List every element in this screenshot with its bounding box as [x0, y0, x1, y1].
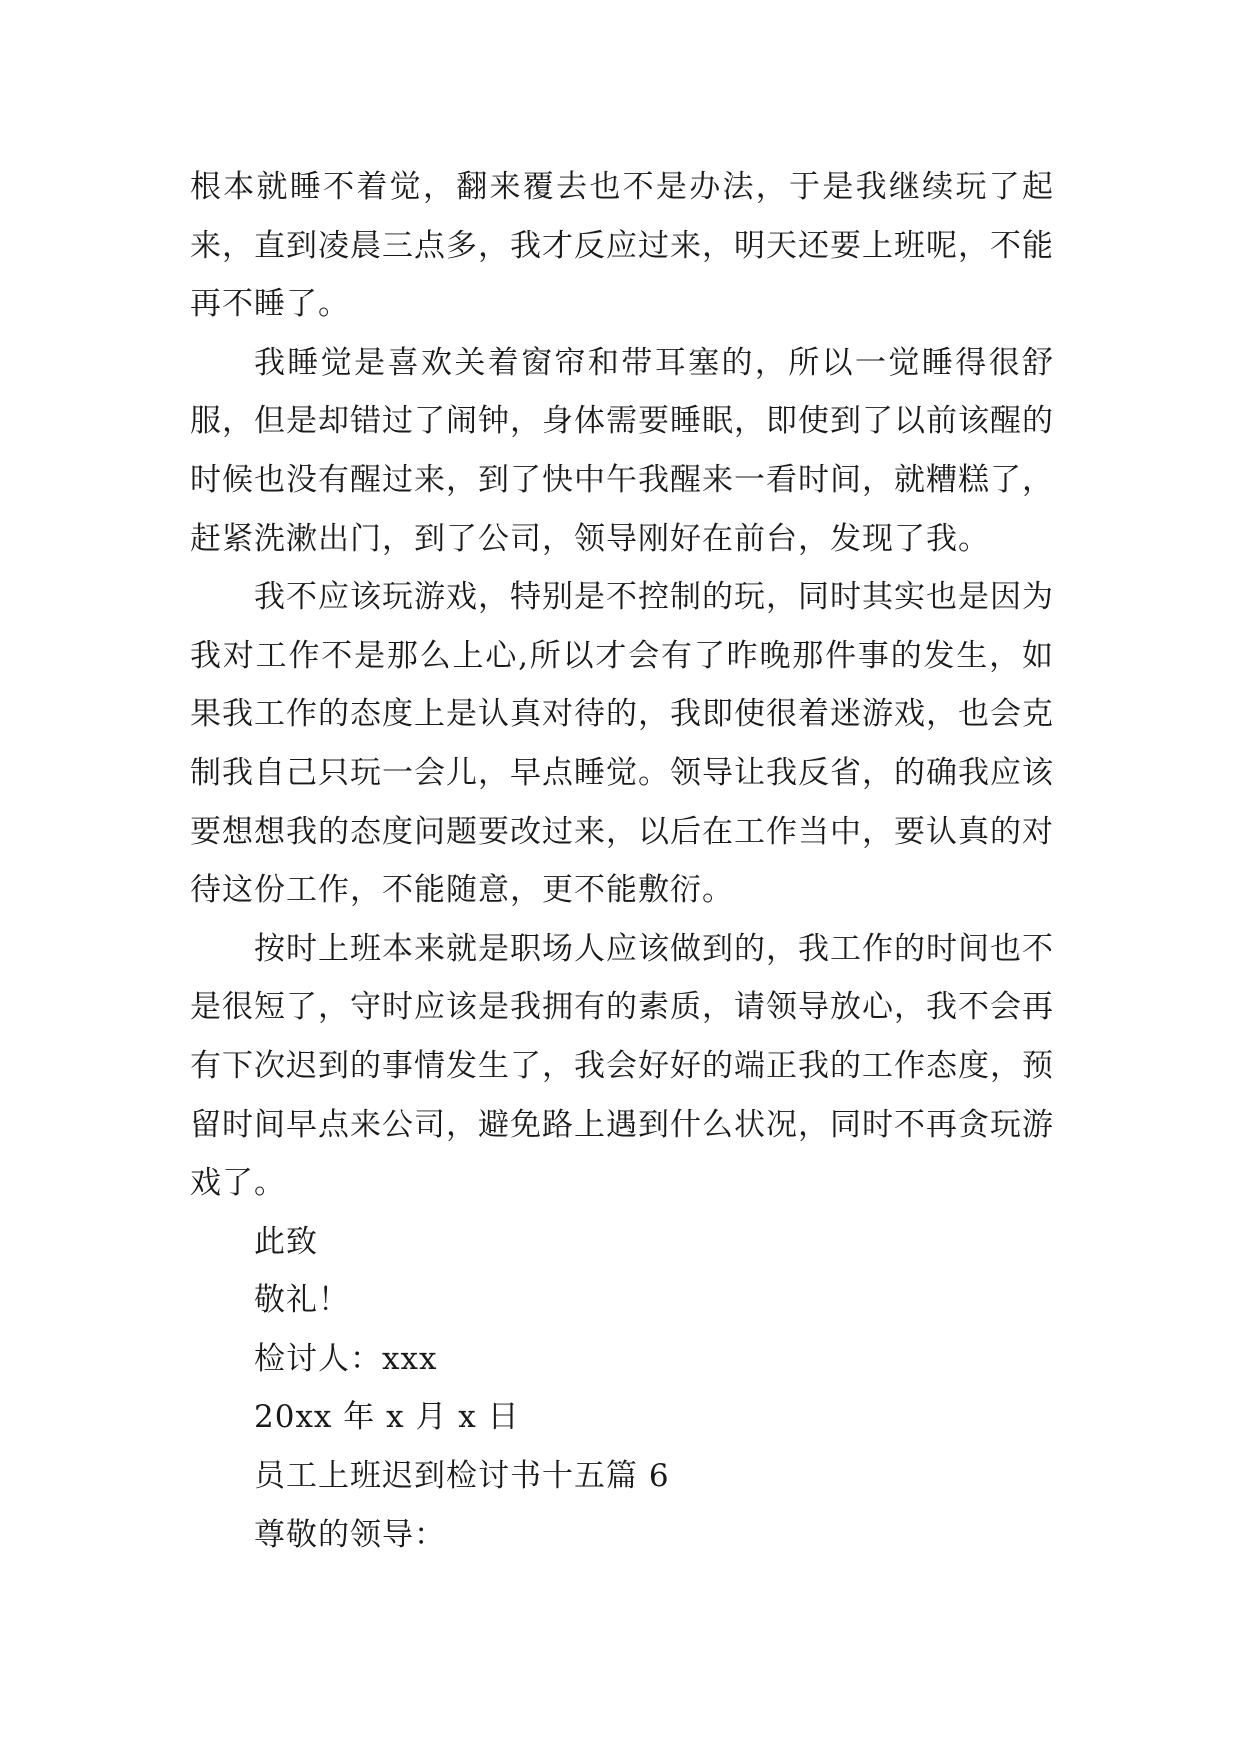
closing-regards: 敬礼！ — [254, 1282, 350, 1319]
signer-line: 检讨人：xxx — [254, 1340, 438, 1377]
paragraph-1: 根本就睡不着觉，翻来覆去也不是办法，于是我继续玩了起来，直到凌晨三点多，我才反应过来，明天还要上班呢，不能再不睡了。 — [190, 169, 1054, 323]
letter-greeting: 尊敬的领导： — [254, 1516, 446, 1553]
closing-salutation: 此致 — [254, 1223, 318, 1260]
document-body — [190, 158, 1054, 1564]
paragraph-4: 按时上班本来就是职场人应该做到的，我工作的时间也不是很短了，守时应该是我拥有的素质，请领导放心，我不会再有下次迟到的事情发生了，我会好好的端正我的工作态度，预留时间早点来公司，避免路上遇到什么状况，同时不再贪玩游戏了。 — [190, 930, 1054, 1202]
paragraph-3: 我不应该玩游戏，特别是不控制的玩，同时其实也是因为我对工作不是那么上心,所以才会有了昨晚那件事的发生，如果我工作的态度上是认真对待的，我即使很着迷游戏，也会克制我自己只玩一会儿，早点睡觉。领导让我反省，的确我应该要想想我的态度问题要改过来，以后在工作当中，要认真的对待这份工作，不能随意，更不能敷衍。 — [190, 579, 1054, 909]
paragraph-2: 我睡觉是喜欢关着窗帘和带耳塞的，所以一觉睡得很舒服，但是却错过了闹钟，身体需要睡眠，即使到了以前该醒的时候也没有醒过来，到了快中午我醒来一看时间，就糟糕了，赶紧洗漱出门，到了公司，领导刚好在前台，发现了我。 — [190, 344, 1054, 557]
date-line: 20xx 年 x 月 x 日 — [254, 1399, 520, 1436]
section-title: 员工上班迟到检讨书十五篇 6 — [254, 1458, 670, 1495]
